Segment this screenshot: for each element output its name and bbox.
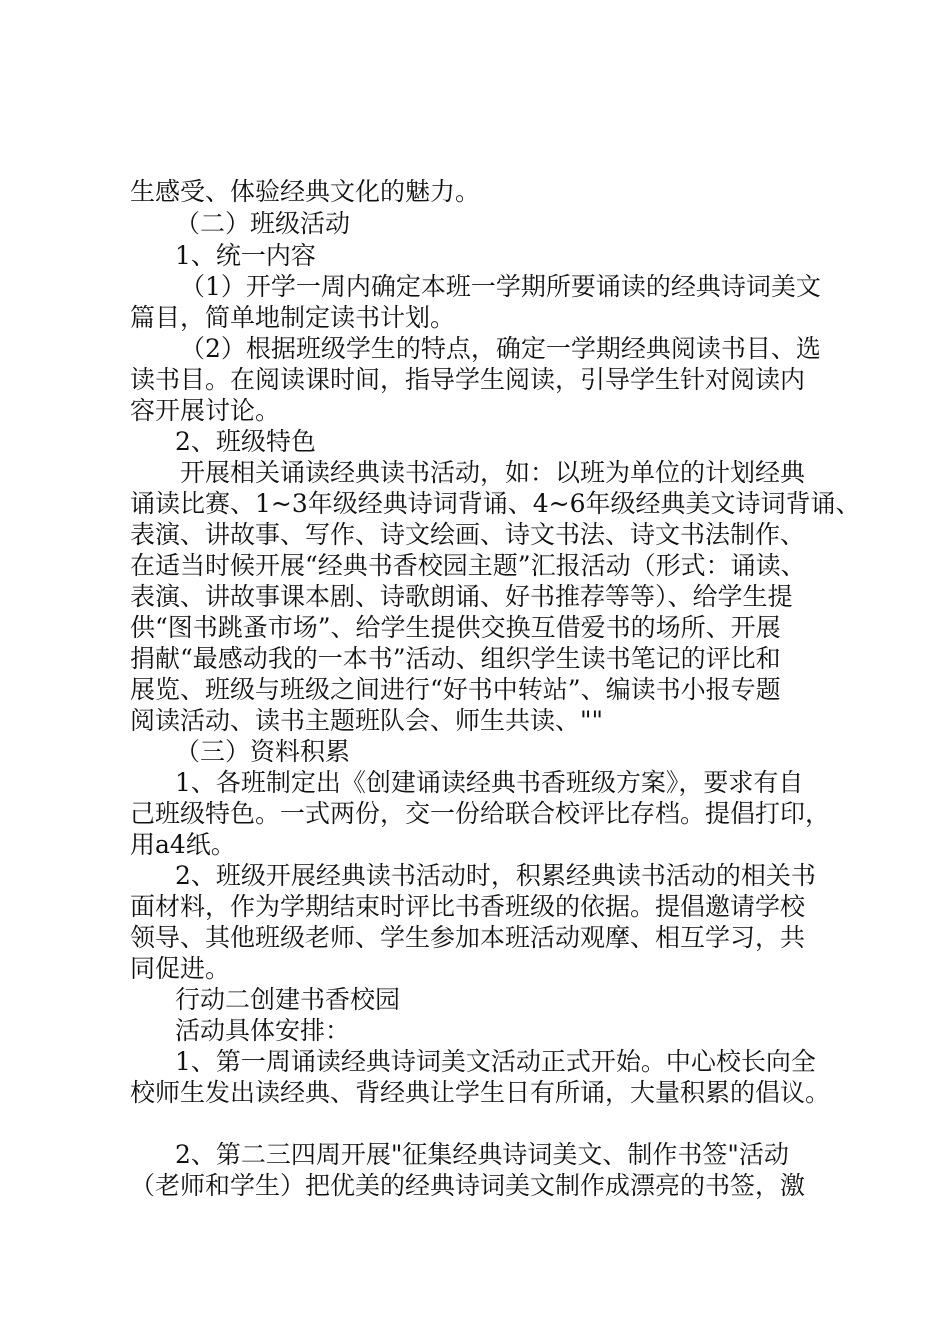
text-line: 阅读活动、读书主题班队会、师生共读、"" [130, 706, 603, 735]
text-line: 捐献“最感动我的一本书”活动、组织学生读书笔记的评比和 [130, 644, 781, 673]
subsection-heading: 2、班级特色 [175, 427, 316, 456]
text-line: 1、各班制定出《创建诵读经典书香班级方案》，要求有自 [175, 768, 804, 797]
text-line: 表演、讲故事、写作、诗文绘画、诗文书法、诗文书法制作、 [130, 520, 806, 549]
text-line: 2、第二三四周开展"征集经典诗词美文、制作书签"活动 [175, 1140, 789, 1169]
text-line: 供“图书跳蚤市场”、给学生提供交换互借爱书的场所、开展 [130, 613, 781, 642]
text-line: 读书目。在阅读课时间，指导学生阅读，引导学生针对阅读内 [130, 365, 806, 394]
text-line: 2、班级开展经典读书活动时，积累经典读书活动的相关书 [175, 861, 816, 890]
text-line: 容开展讨论。 [130, 396, 281, 425]
text-line: 篇目，简单地制定读书计划。 [130, 303, 456, 332]
text-line: （2）根据班级学生的特点，确定一学期经典阅读书目、选 [180, 334, 821, 363]
text-line: 校师生发出读经典、背经典让学生日有所诵，大量积累的倡议。 [130, 1078, 831, 1107]
text-line: 活动具体安排： [175, 1016, 351, 1045]
text-line: 己班级特色。一式两份，交一份给联合校评比存档。提倡打印， [130, 799, 831, 828]
text-line: 表演、讲故事课本剧、诗歌朗诵、好书推荐等等）、给学生提 [130, 582, 793, 611]
text-line: （老师和学生）把优美的经典诗词美文制作成漂亮的书签，激 [130, 1171, 806, 1200]
text-line: 领导、其他班级老师、学生参加本班活动观摩、相互学习，共 [130, 923, 806, 952]
section-heading: （二）班级活动 [175, 209, 351, 238]
text-line: （1）开学一周内确定本班一学期所要诵读的经典诗词美文 [180, 272, 821, 301]
text-line: 诵读比赛、1~3年级经典诗词背诵、4~6年级经典美文诗词背诵、 [130, 489, 861, 518]
subsection-heading: 1、统一内容 [175, 241, 316, 270]
section-heading: （三）资料积累 [175, 737, 351, 766]
text-line: 开展相关诵读经典读书活动，如：以班为单位的计划经典 [180, 458, 806, 487]
section-heading: 行动二创建书香校园 [175, 985, 401, 1014]
text-line: 在适当时候开展“经典书香校园主题”汇报活动（形式：诵读、 [130, 551, 806, 580]
text-line: 1、第一周诵读经典诗词美文活动正式开始。中心校长向全 [175, 1047, 816, 1076]
text-line: 面材料，作为学期结束时评比书香班级的依据。提倡邀请学校 [130, 892, 806, 921]
text-line: 用a4纸。 [130, 830, 236, 859]
text-line: 同促进。 [130, 954, 231, 983]
text-line: 生感受、体验经典文化的魅力。 [130, 177, 481, 206]
text-line: 展览、班级与班级之间进行“好书中转站”、编读书小报专题 [130, 675, 781, 704]
